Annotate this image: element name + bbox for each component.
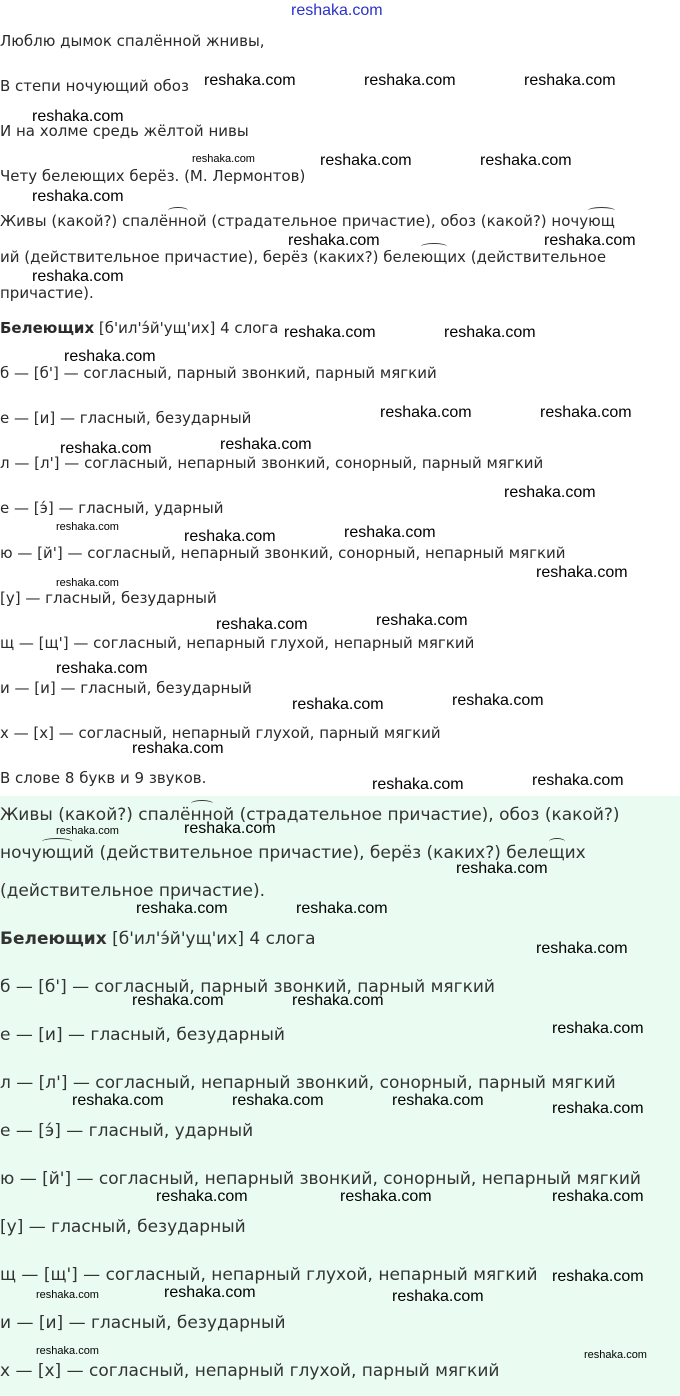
watermark: reshaka.com <box>380 404 472 421</box>
sound-row: х — [х] — согласный, непарный глухой, парный мягкий <box>0 724 441 742</box>
watermark: reshaka.com <box>552 1100 644 1117</box>
watermark: reshaka.com <box>392 1288 484 1305</box>
watermark: reshaka.com <box>552 1268 644 1285</box>
poem-line-1: Люблю дымок спалённой жнивы, <box>0 32 265 50</box>
sound-row: е — [и] — гласный, безударный <box>0 409 252 427</box>
analysis-text: Живы (какой?) спалё <box>0 212 169 230</box>
watermark: reshaka.com <box>456 860 548 877</box>
suffix-arc: ющ <box>420 248 448 266</box>
watermark: reshaka.com <box>164 1284 256 1301</box>
phonetic-transcription: [б'ил'э́й'ущ'их] 4 слога <box>98 319 279 337</box>
watermark: reshaka.com <box>524 72 616 89</box>
watermark: reshaka.com <box>452 692 544 709</box>
answer-sound-row: ю — [й'] — согласный, непарный звонкий, сонорный, непарный мягкий <box>0 1169 641 1189</box>
suffix-arc: ющ <box>41 843 72 863</box>
watermark: reshaka.com <box>552 1020 644 1037</box>
answer-phonetic-heading <box>0 929 316 949</box>
analysis-text: ий (действительное причастие), берёз (каких?) беле <box>0 248 421 266</box>
poem-line-2: В степи ночующий обоз <box>0 77 189 95</box>
analysis-text: их (действительное <box>447 248 607 266</box>
suffix-arc: нн <box>190 805 213 825</box>
sound-row: б — [б'] — согласный, парный звонкий, парный мягкий <box>0 364 437 382</box>
answer-sound-row: х — [х] — согласный, непарный глухой, парный мягкий <box>0 1361 500 1381</box>
analysis-line-2 <box>0 248 606 266</box>
watermark: reshaka.com <box>64 348 156 365</box>
answer-phonetic-word: Белеющих <box>0 929 107 949</box>
analysis-text: ой (страдательное причастие), обоз (какой?) ночу <box>187 212 589 230</box>
sound-row: и — [и] — гласный, безударный <box>0 679 252 697</box>
watermark: reshaka.com <box>156 1188 248 1205</box>
answer-phonetic-transcription: [б'ил'э́й'ущ'их] 4 слога <box>112 929 316 949</box>
watermark: reshaka.com <box>56 660 148 677</box>
watermark: reshaka.com <box>184 820 276 837</box>
answer-sound-row: [у] — гласный, безударный <box>0 1217 246 1237</box>
answer-sound-row: е — [э́] — гласный, ударный <box>0 1121 254 1141</box>
answer-text: Живы (какой?) спалё <box>0 805 191 825</box>
watermark: reshaka.com <box>376 612 468 629</box>
watermark: reshaka.com <box>392 1092 484 1109</box>
watermark: reshaka.com <box>216 616 308 633</box>
phonetic-summary: В слове 8 букв и 9 звуков. <box>0 769 207 787</box>
watermark: reshaka.com <box>444 324 536 341</box>
answer-line-1 <box>0 805 620 825</box>
answer-text: их <box>564 843 586 863</box>
answer-line-3: (действительное причастие). <box>0 881 266 901</box>
watermark: reshaka.com <box>132 740 224 757</box>
analysis-line-1 <box>0 212 615 230</box>
poem-line-3: И на холме средь жёлтой нивы <box>0 122 249 140</box>
watermark: reshaka.com <box>220 436 312 453</box>
answer-text: ой (страдательное причастие), обоз (какой?) <box>212 805 620 825</box>
watermark: reshaka.com <box>292 992 384 1009</box>
watermark: reshaka.com <box>36 1345 99 1357</box>
sound-row: щ — [щ'] — согласный, непарный глухой, непарный мягкий <box>0 634 475 652</box>
watermark: reshaka.com <box>184 528 276 545</box>
watermark: reshaka.com <box>340 1188 432 1205</box>
phonetic-word: Белеющих <box>0 319 95 337</box>
watermark: reshaka.com <box>480 152 572 169</box>
analysis-line-3: причастие). <box>0 284 94 302</box>
watermark: reshaka.com <box>552 1188 644 1205</box>
sound-row: [у] — гласный, безударный <box>0 589 217 607</box>
watermark: reshaka.com <box>284 324 376 341</box>
suffix-arc: ющ <box>588 212 615 230</box>
watermark: reshaka.com <box>504 484 596 501</box>
watermark: reshaka.com <box>32 188 124 205</box>
answer-sound-row: б — [б'] — согласный, парный звонкий, парный мягкий <box>0 977 495 997</box>
watermark: reshaka.com <box>292 696 384 713</box>
watermark: reshaka.com <box>192 153 255 165</box>
answer-text: ночу <box>0 843 42 863</box>
watermark: reshaka.com <box>584 1349 647 1361</box>
watermark: reshaka.com <box>136 900 228 917</box>
watermark: reshaka.com <box>344 524 436 541</box>
watermark: reshaka.com <box>544 232 636 249</box>
answer-sound-row: и — [и] — гласный, безударный <box>0 1313 286 1333</box>
watermark: reshaka.com <box>60 440 152 457</box>
suffix-arc: нн <box>168 212 188 230</box>
watermark: reshaka.com <box>532 772 624 789</box>
watermark: reshaka.com <box>56 825 119 837</box>
watermark: reshaka.com <box>204 72 296 89</box>
watermark: reshaka.com <box>288 232 380 249</box>
sound-row: ю — [й'] — согласный, непарный звонкий, сонорный, непарный мягкий <box>0 544 566 562</box>
sound-row: л — [л'] — согласный, непарный звонкий, сонорный, парный мягкий <box>0 454 544 472</box>
watermark: reshaka.com <box>132 992 224 1009</box>
watermark: reshaka.com <box>32 108 124 125</box>
watermark: reshaka.com <box>36 1289 99 1301</box>
poem-line-4: Чету белеющих берёз. (М. Лермонтов) <box>0 167 306 185</box>
watermark: reshaka.com <box>540 404 632 421</box>
watermark: reshaka.com <box>32 268 124 285</box>
watermark: reshaka.com <box>536 940 628 957</box>
watermark: reshaka.com <box>296 900 388 917</box>
watermark: reshaka.com <box>320 152 412 169</box>
phonetic-heading <box>0 319 278 337</box>
watermark: reshaka.com <box>372 776 464 793</box>
watermark: reshaka.com <box>232 1092 324 1109</box>
watermark: reshaka.com <box>56 577 119 589</box>
answer-sound-row: е — [и] — гласный, безударный <box>0 1025 285 1045</box>
site-header-watermark[interactable]: reshaka.com <box>291 2 383 19</box>
answer-sound-row: щ — [щ'] — согласный, непарный глухой, непарный мягкий <box>0 1265 538 1285</box>
watermark: reshaka.com <box>56 521 119 533</box>
answer-sound-row: л — [л'] — согласный, непарный звонкий, сонорный, парный мягкий <box>0 1073 616 1093</box>
suffix-arc: щ <box>548 843 565 863</box>
sound-row: е — [э́] — гласный, ударный <box>0 499 224 517</box>
watermark: reshaka.com <box>72 1092 164 1109</box>
watermark: reshaka.com <box>364 72 456 89</box>
watermark: reshaka.com <box>536 564 628 581</box>
answer-text: ий (действительное причастие), берёз (каких?) беле <box>71 843 549 863</box>
